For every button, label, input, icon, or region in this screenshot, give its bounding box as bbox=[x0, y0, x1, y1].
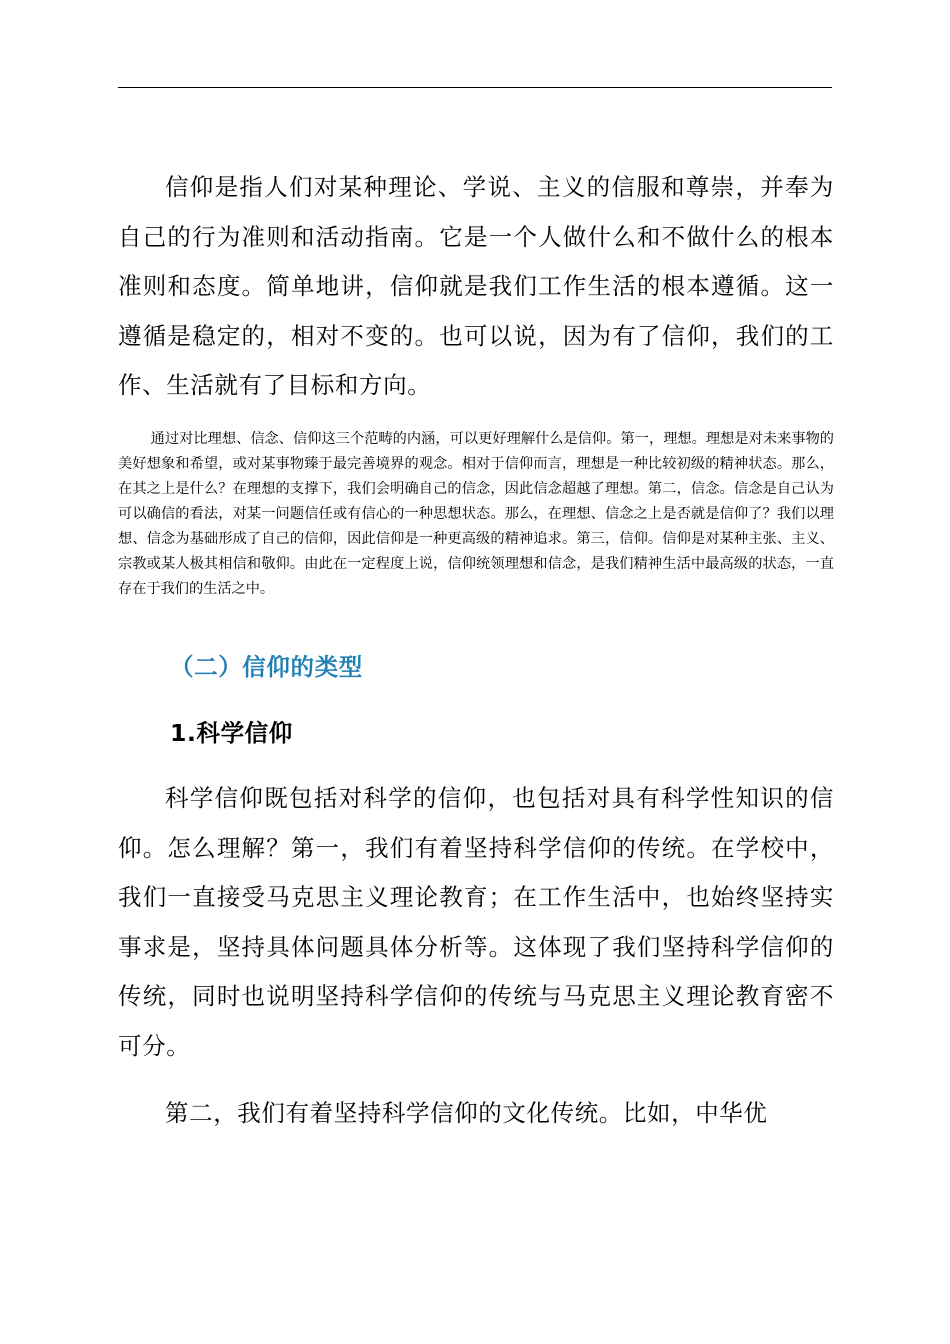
paragraph-scientific-belief: 科学信仰既包括对科学的信仰，也包括对具有科学性知识的信仰。怎么理解？第一，我们有着坚持科学信仰的传统。在学校中，我们一直接受马克思主义理论教育；在工作生活中，也始终坚持实事求是，坚持具体问题具体分析等。这体现了我们坚持科学信仰的传统，同时也说明坚持科学信仰的传统与马克思主义理论教育密不可分。 bbox=[118, 784, 834, 1060]
paragraph-cultural-tradition: 第二，我们有着坚持科学信仰的文化传统。比如，中华优 bbox=[165, 1099, 768, 1127]
paragraph-comparison: 通过对比理想、信念、信仰这三个范畴的内涵，可以更好理解什么是信仰。第一，理想。理想是对未来事物的美好想象和希望，或对某事物臻于最完善境界的观念。相对于信仰而言，理想是一种比较初级的精神状态。那么，在其之上是什么？在理想的支撑下，我们会明确自己的信念，因此信念超越了理想。第二，信念。信念是自己认为可以确信的看法，对某一问题信任或有信心的一种思想状态。那么，在理想、信念之上是否就是信仰了？我们以理想、信念为基础形成了自己的信仰，因此信仰是一种更高级的精神追求。第三，信仰。信仰是对某种主张、主义、宗教或某人极其相信和敬仰。由此在一定程度上说，信仰统领理想和信念，是我们精神生活中最高级的状态，一直存在于我们的生活之中。 bbox=[118, 431, 834, 597]
header-rule bbox=[118, 87, 832, 88]
section-heading: （二）信仰的类型 bbox=[170, 653, 363, 681]
subsection-heading: 1.科学信仰 bbox=[170, 719, 293, 747]
paragraph-belief-definition: 信仰是指人们对某种理论、学说、主义的信服和尊崇，并奉为自己的行为准则和活动指南。它是一个人做什么和不做什么的根本准则和态度。简单地讲，信仰就是我们工作生活的根本遵循。这一遵循是稳定的，相对不变的。也可以说，因为有了信仰，我们的工作、生活就有了目标和方向。 bbox=[118, 173, 834, 399]
